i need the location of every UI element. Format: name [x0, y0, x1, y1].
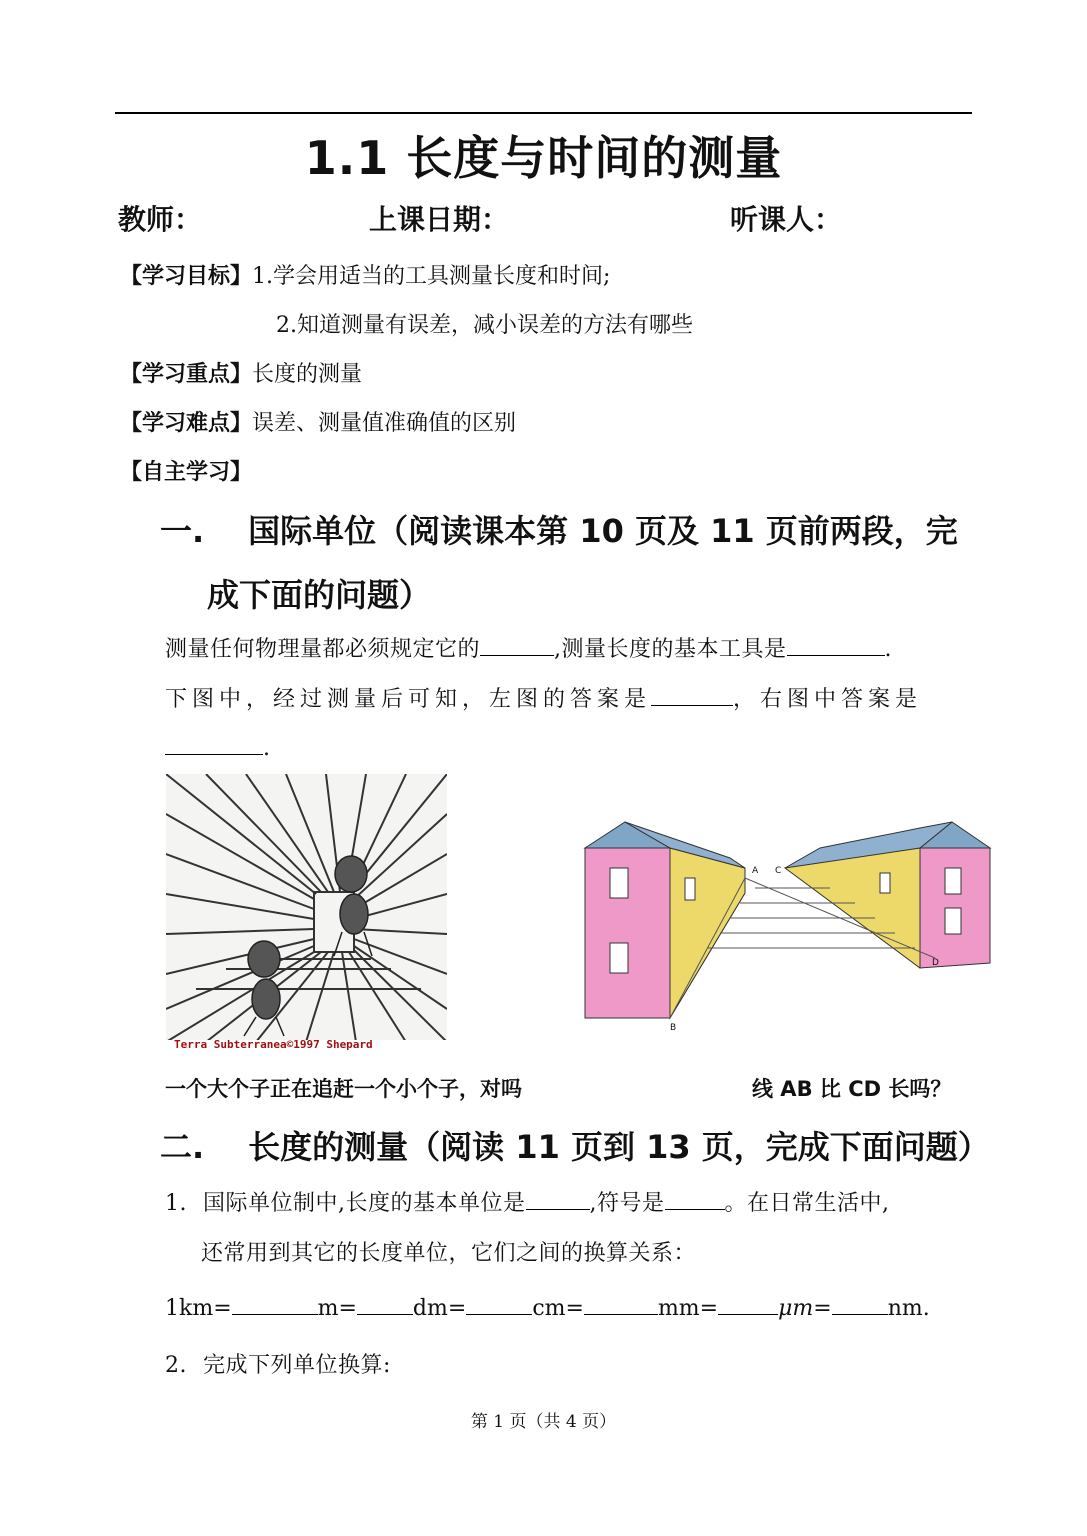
- section1-heading: [160, 506, 958, 552]
- section2-title: 长度的测量（阅读 11 页到 13 页，完成下面问题）: [248, 1128, 990, 1166]
- section1-title-line1: 国际单位（阅读课本第 10 页及 11 页前两段，完: [248, 512, 958, 550]
- p1-text-c: .: [884, 637, 893, 662]
- objectives-tag: 【学习目标】: [120, 264, 253, 289]
- date-label: 上课日期：: [369, 203, 510, 236]
- left-figure-caption: 一个大个子正在追赶一个小个子，对吗: [165, 1077, 522, 1101]
- dm-blank[interactable]: [357, 1292, 413, 1315]
- page-title: 1.1 长度与时间的测量: [304, 131, 783, 185]
- objective-2: 2.知道测量有误差，减小误差的方法有哪些: [276, 313, 693, 338]
- self-study-row: [120, 455, 252, 486]
- focus-tag: 【学习重点】: [120, 362, 253, 387]
- base-unit-blank[interactable]: [526, 1187, 590, 1210]
- unit-conversion-row: [165, 1292, 930, 1321]
- question-1: [165, 1186, 890, 1217]
- unit-blank[interactable]: [480, 633, 554, 656]
- p1-text-b: ,测量长度的基本工具是: [554, 637, 787, 662]
- listener-label: 听课人：: [730, 203, 843, 236]
- mm-blank[interactable]: [584, 1292, 658, 1315]
- section1-paragraph-1: [165, 632, 892, 663]
- q2-number: 2.: [165, 1353, 187, 1378]
- page-footer: 第 1 页（共 4 页）: [470, 1412, 617, 1432]
- section1-paragraph-3: [165, 732, 271, 761]
- nm-blank[interactable]: [832, 1292, 888, 1315]
- difficulty-text: 误差、测量值准确值的区别: [252, 411, 517, 436]
- q2-text: 完成下列单位换算:: [203, 1353, 391, 1378]
- tool-blank[interactable]: [787, 633, 885, 656]
- q1-text-c: 。在日常生活中,: [724, 1191, 890, 1216]
- houses-illusion-image: [580, 818, 998, 1038]
- label-b: B: [670, 1023, 677, 1033]
- m-blank[interactable]: [232, 1292, 318, 1315]
- section1-title-line2: 成下面的问题）: [207, 576, 432, 614]
- um-blank[interactable]: [718, 1292, 778, 1315]
- unit-m: m=: [317, 1296, 357, 1321]
- tunnel-credit: Terra Subterranea©1997 Shepard: [174, 1038, 373, 1051]
- cm-blank[interactable]: [466, 1292, 532, 1315]
- tunnel-illusion-figure: [166, 774, 447, 1054]
- left-answer-blank[interactable]: [651, 683, 733, 706]
- section2-number: 二.: [160, 1128, 205, 1166]
- tunnel-illusion-image: [166, 774, 447, 1054]
- unit-dm: dm=: [412, 1296, 467, 1321]
- symbol-blank[interactable]: [665, 1187, 725, 1210]
- p2-text-a: 下图中，经过测量后可知，左图的答案是: [165, 687, 652, 712]
- section2-heading: [160, 1122, 990, 1168]
- q1-number: 1.: [165, 1191, 187, 1216]
- focus-row: [120, 357, 362, 388]
- section1-number: 一.: [160, 512, 205, 550]
- unit-mm: mm=: [657, 1296, 719, 1321]
- self-study-tag: 【自主学习】: [120, 460, 253, 485]
- label-c: C: [775, 866, 782, 876]
- unit-equals: =: [813, 1296, 832, 1321]
- p3-text: .: [263, 736, 271, 761]
- p2-text-b: ，右图中答案是: [733, 687, 923, 712]
- q1-text-b: ,符号是: [589, 1191, 665, 1216]
- teacher-label: 教师：: [118, 203, 203, 236]
- p1-text-a: 测量任何物理量都必须规定它的: [165, 637, 481, 662]
- unit-cm: cm=: [532, 1296, 584, 1321]
- unit-um: μm: [778, 1296, 814, 1321]
- q1-line2: 还常用到其它的长度单位，它们之间的换算关系：: [201, 1241, 697, 1266]
- objectives-row: [120, 259, 610, 290]
- label-d: D: [932, 958, 939, 968]
- top-rule: [115, 112, 972, 114]
- q1-text-a: 国际单位制中,长度的基本单位是: [203, 1191, 526, 1216]
- objective-1: 1.学会用适当的工具测量长度和时间;: [252, 264, 611, 289]
- houses-illusion-figure: [580, 818, 998, 1038]
- section1-paragraph-2: [165, 682, 922, 713]
- right-answer-blank[interactable]: [165, 732, 263, 755]
- focus-text: 长度的测量: [252, 362, 363, 387]
- question-2: [165, 1348, 391, 1379]
- difficulty-tag: 【学习难点】: [120, 411, 253, 436]
- label-a: A: [752, 866, 759, 876]
- right-figure-caption: 线 AB 比 CD 长吗？: [752, 1077, 952, 1101]
- difficulty-row: [120, 406, 516, 437]
- unit-nm: nm.: [887, 1296, 930, 1321]
- unit-km: 1km=: [165, 1296, 232, 1321]
